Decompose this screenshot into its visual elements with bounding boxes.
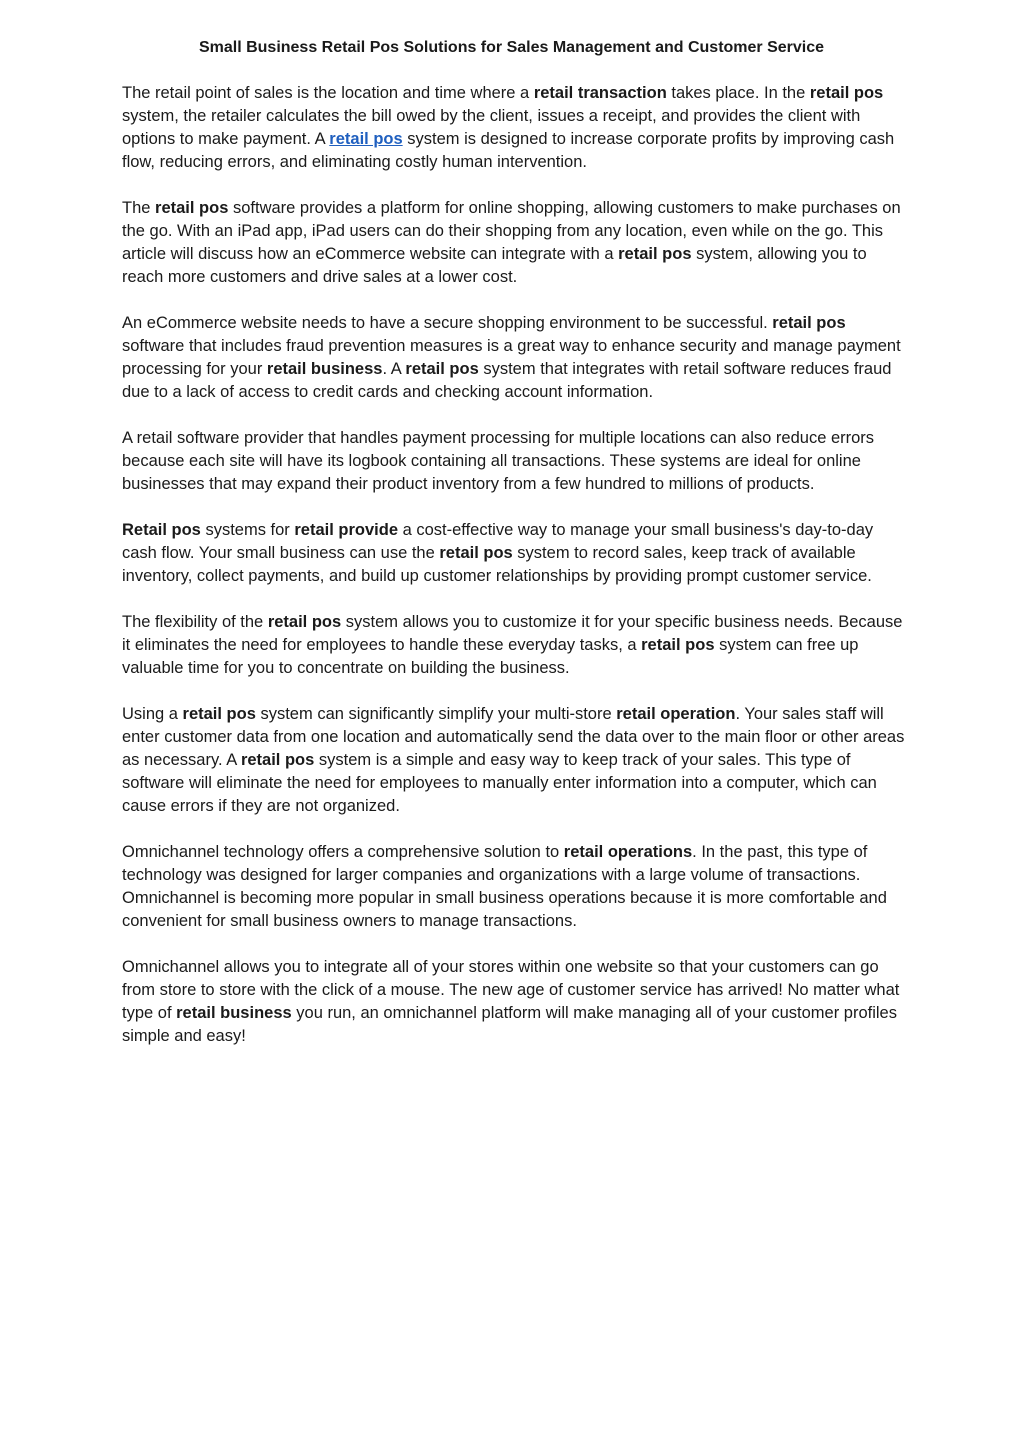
text-run: Omnichannel allows you to integrate all of your stores within one website so that your customers can go from store to store with the click of a mouse. The new age of customer service has arrived! No matter what type of: [122, 958, 900, 1022]
text-run: system, allowing you to reach more customers and drive sales at a lower cost.: [122, 245, 867, 286]
text-run: system to record sales, keep track of available inventory, collect payments, and build up customer relationships by providing prompt customer service.: [122, 544, 872, 585]
text-run: . In the past, this type of technology was designed for larger companies and organizations with a large volume of transactions. Omnichannel is becoming more popular in small business operations because it is more comfortable and convenient for small business owners to manage transactions.: [122, 843, 887, 930]
document-body: [122, 82, 907, 1071]
text-run: . Your sales staff will enter customer data from one location and automatically send the data over to the main floor or other areas as necessary. A: [122, 705, 905, 769]
bold-keyword: retail pos: [267, 613, 342, 631]
text-run: system can free up valuable time for you to concentrate on building the business.: [122, 636, 859, 677]
bold-keyword: retail pos: [182, 705, 256, 723]
text-run: An eCommerce website needs to have a secure shopping environment to be successful.: [122, 314, 773, 332]
bold-keyword: retail pos: [439, 544, 513, 562]
text-run: system allows you to customize it for your specific business needs. Because it eliminates the need for employees to handle these everyday tasks, a: [122, 613, 903, 654]
bold-keyword: retail pos: [809, 84, 884, 102]
retail-pos-link[interactable]: retail pos: [329, 130, 403, 148]
text-run: system can significantly simplify your multi-store: [255, 705, 617, 723]
text-run: software provides a platform for online shopping, allowing customers to make purchases on the go. With an iPad app, iPad users can do their shopping from any location, even while on the go. This article will discuss how an eCommerce website can integrate with a: [122, 199, 901, 263]
text-run: system is a simple and easy way to keep track of your sales. This type of software will eliminate the need for employees to manually enter information into a computer, which can cause errors if they are not organized.: [122, 751, 877, 815]
body-paragraph: [122, 197, 907, 289]
body-paragraph: [122, 519, 907, 588]
text-run: A retail software provider that handles payment processing for multiple locations can also reduce errors because each site will have its logbook containing all transactions. These systems are ideal for online businesses that may expand their product inventory from a few hundred to millions of products.: [122, 429, 875, 493]
body-paragraph: [122, 841, 907, 933]
text-run: . A: [382, 360, 406, 378]
bold-keyword: retail pos: [405, 360, 479, 378]
bold-keyword: retail pos: [240, 751, 315, 769]
bold-keyword: retail pos: [618, 245, 692, 263]
body-paragraph: [122, 956, 907, 1048]
bold-keyword: Retail pos: [122, 521, 201, 539]
bold-keyword: retail pos: [641, 636, 715, 654]
text-run: system, the retailer calculates the bill owed by the client, issues a receipt, and provides the client with options to make payment. A: [122, 107, 861, 148]
text-run: Using a: [122, 705, 183, 723]
text-run: systems for: [200, 521, 295, 539]
bold-keyword: retail business: [266, 360, 383, 378]
bold-keyword: retail business: [176, 1004, 292, 1022]
text-run: system is designed to increase corporate profits by improving cash flow, reducing errors, and eliminating costly human intervention.: [122, 130, 895, 171]
bold-keyword: retail operations: [563, 843, 693, 861]
text-run: software that includes fraud prevention measures is a great way to enhance security and manage payment processing for your: [122, 337, 901, 378]
text-run: The retail point of sales is the location and time where a: [122, 84, 534, 102]
bold-keyword: retail operation: [616, 705, 736, 723]
text-run: Omnichannel technology offers a comprehensive solution to: [122, 843, 564, 861]
document-title: Small Business Retail Pos Solutions for Sales Management and Customer Service: [198, 39, 825, 56]
bold-keyword: retail transaction: [533, 84, 667, 102]
text-run: The: [122, 199, 156, 217]
bold-keyword: retail pos: [155, 199, 229, 217]
body-paragraph: [122, 427, 907, 496]
text-run: The flexibility of the: [122, 613, 268, 631]
text-run: a cost-effective way to manage your small business's day-to-day cash flow. Your small business can use the: [122, 521, 874, 562]
body-paragraph: [122, 312, 907, 404]
bold-keyword: retail provide: [294, 521, 398, 539]
body-paragraph: [122, 703, 907, 818]
body-paragraph: [122, 82, 907, 174]
bold-keyword: retail pos: [772, 314, 846, 332]
text-run: system that integrates with retail software reduces fraud due to a lack of access to credit cards and checking account information.: [122, 360, 892, 401]
text-run: takes place. In the: [666, 84, 810, 102]
text-run: you run, an omnichannel platform will make managing all of your customer profiles simple and easy!: [122, 1004, 897, 1045]
body-paragraph: [122, 611, 907, 680]
